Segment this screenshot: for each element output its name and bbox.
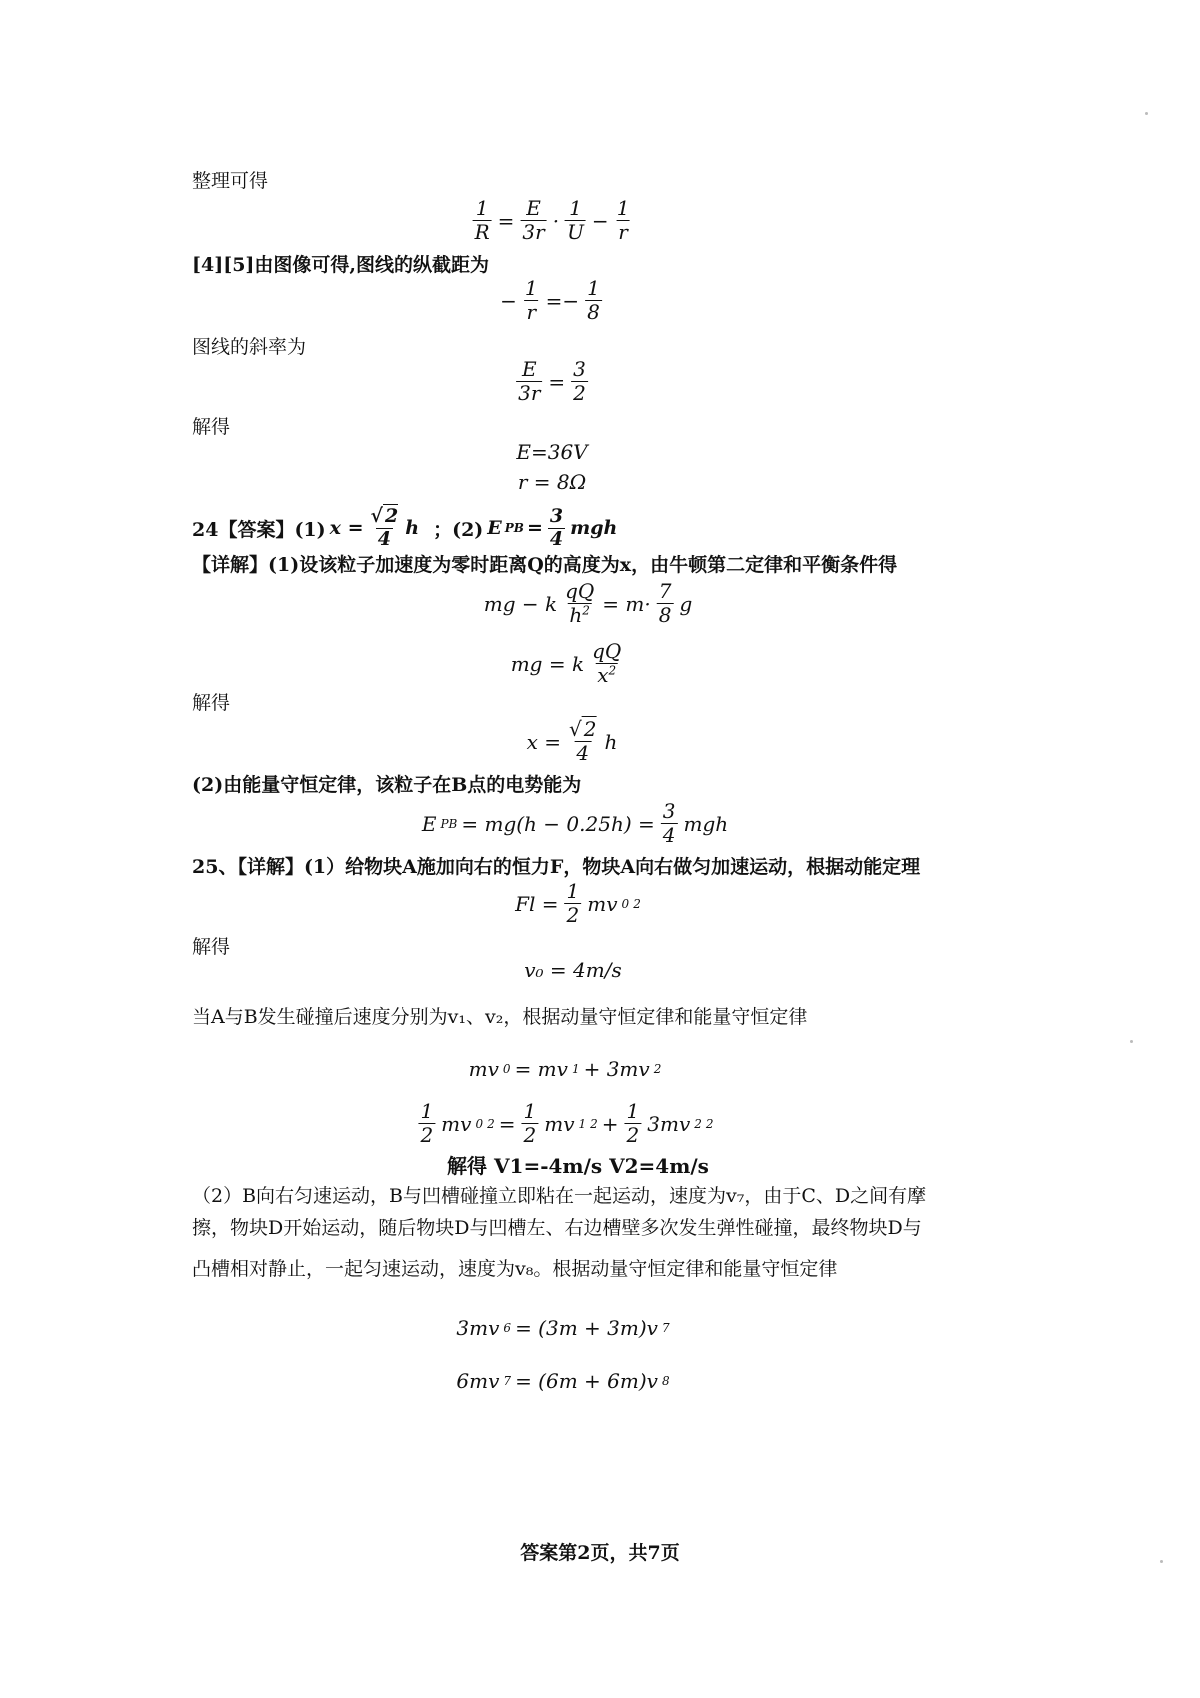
text-line: 凸槽相对静止，一起匀速运动，速度为v₈。根据动量守恒定律和能量守恒定律 bbox=[192, 1258, 838, 1280]
text-line: 当A与B发生碰撞后速度分别为v₁、v₂，根据动量守恒定律和能量守恒定律 bbox=[192, 1006, 808, 1028]
text-line: 图线的斜率为 bbox=[192, 336, 307, 358]
equation-balance: mg = k $\frac{qQ}{x^2}$ bbox=[510, 639, 622, 687]
equation-slope: $\frac{E}{3r}$ = $\frac{3}{2}$ bbox=[518, 357, 586, 405]
text-line: 解得 bbox=[192, 936, 231, 958]
equation-r: r = 8Ω bbox=[517, 470, 587, 494]
equation-x: x = $\frac{√ 2}{4}$ h bbox=[526, 717, 618, 765]
equation-intercept: − $\frac{1}{r}$ =− $\frac{1}{8}$ bbox=[500, 276, 600, 324]
page-footer: 答案第2页，共7页 bbox=[520, 1542, 680, 1564]
equation-momentum-3: 6mv 7 = (6m + 6m)v 8 bbox=[456, 1369, 670, 1393]
equation-work: Fl = $\frac{1}{2}$ mv 0 2 bbox=[515, 879, 641, 927]
equation-E: E=36V bbox=[516, 440, 588, 464]
text-line: 解得 bbox=[192, 416, 231, 438]
equation-momentum-2: 3mv 6 = (3m + 3m)v 7 bbox=[456, 1316, 670, 1340]
text-line: 25、【详解】(1）给物块A施加向右的恒力F，物块A向右做匀加速运动，根据动能定理 bbox=[192, 856, 921, 878]
equation-momentum: mv 0 = mv 1 + 3mv 2 bbox=[468, 1057, 662, 1081]
scan-speck bbox=[1160, 1560, 1163, 1563]
text-line: 【详解】(1)设该粒子加速度为零时距离Q的高度为x，由牛顿第二定律和平衡条件得 bbox=[192, 554, 898, 576]
text-line: [4][5]由图像可得,图线的纵截距为 bbox=[192, 254, 490, 276]
equation-1-over-R: $\frac{1}{R}$ = $\frac{E}{3r}$ · $\frac{1}{U}$ − $\frac{1}{r}$ bbox=[474, 196, 630, 244]
answer-24: 24【答案】(1) x = $\frac{√ 2}{4}$ h ；(2) E PB = $\frac{3}{4}$ mgh bbox=[192, 505, 618, 550]
text-line: 整理可得 bbox=[192, 170, 269, 192]
text-line: (2)由能量守恒定律，该粒子在B点的电势能为 bbox=[192, 774, 582, 796]
text-line: 擦，物块D开始运动，随后物块D与凹槽左、右边槽壁多次发生弹性碰撞，最终物块D与 bbox=[192, 1217, 922, 1239]
equation-kinetic: $\frac{1}{2}$ mv 0 2 = $\frac{1}{2}$ mv 1 2 + $\frac{1}{2}$ 3mv 2 2 bbox=[420, 1099, 714, 1147]
equation-energy: E PB = mg(h − 0.25h) = $\frac{3}{4}$ mgh bbox=[421, 799, 729, 847]
scan-speck bbox=[1145, 112, 1148, 115]
equation-newton: mg − k $\frac{qQ}{h^2}$ = m· $\frac{7}{8}$ g bbox=[483, 579, 693, 627]
text-line: （2）B向右匀速运动，B与凹槽碰撞立即粘在一起运动，速度为v₇，由于C、D之间有摩 bbox=[192, 1185, 927, 1207]
equation-v0: v₀ = 4m/s bbox=[524, 958, 622, 982]
text-line: 解得 bbox=[192, 692, 231, 714]
equation-solution-v: 解得 V1=-4m/s V2=4m/s bbox=[447, 1154, 709, 1178]
scan-speck bbox=[1130, 1040, 1133, 1043]
